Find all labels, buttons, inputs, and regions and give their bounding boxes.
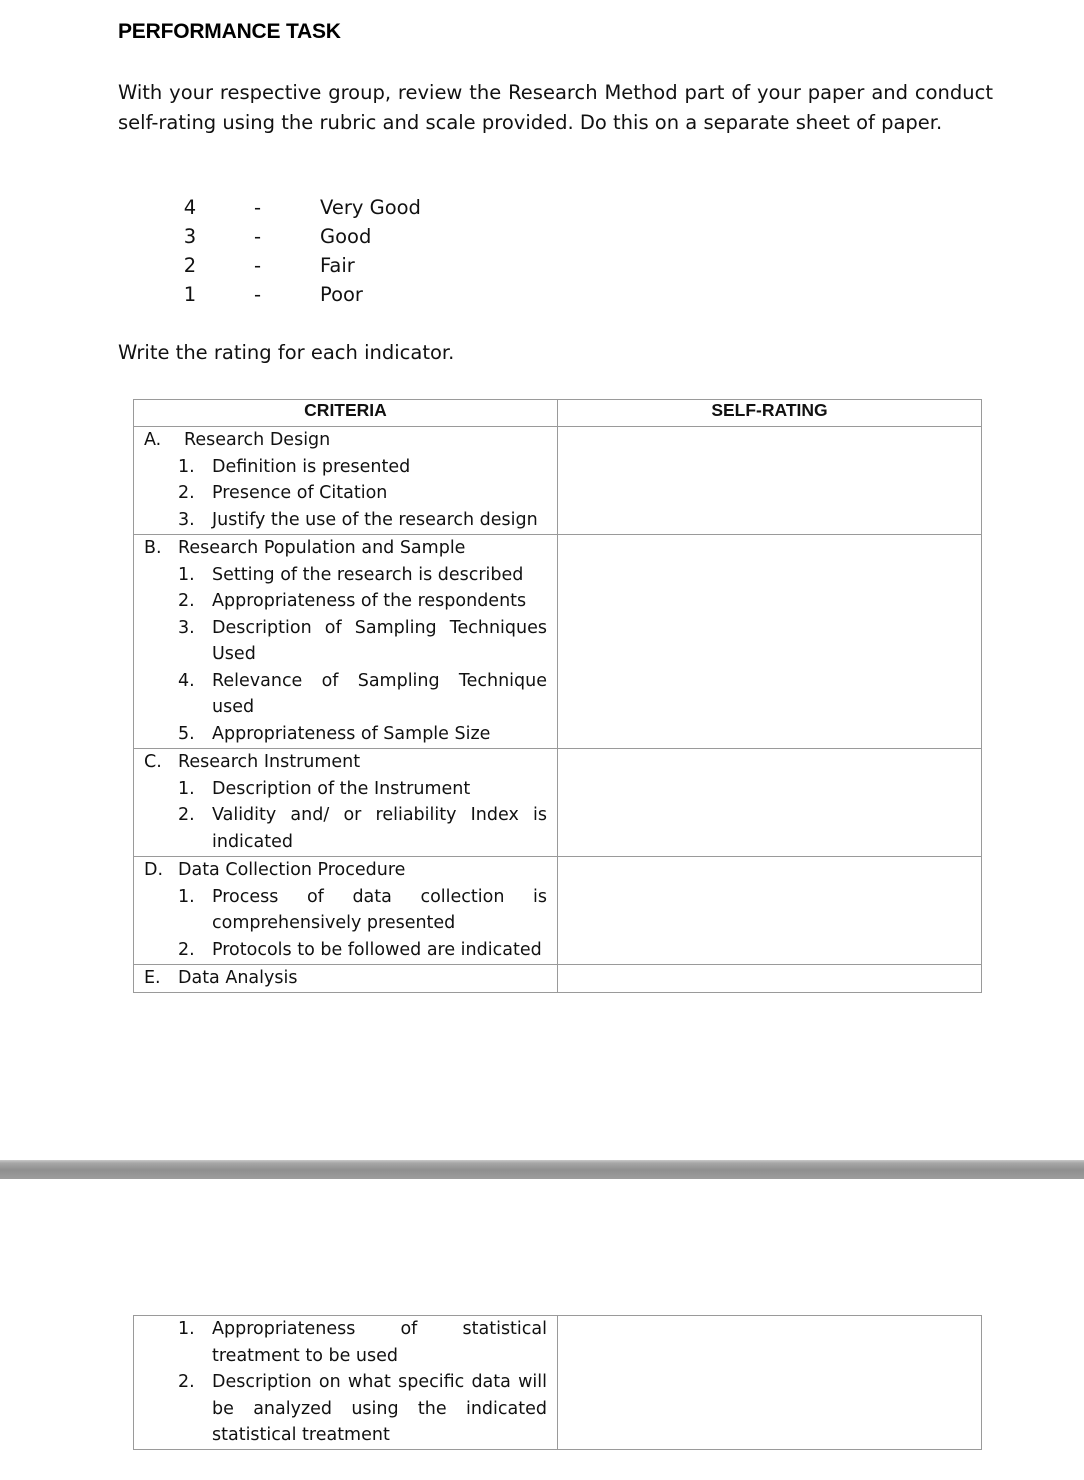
scale-row [170, 283, 490, 312]
list-item [144, 615, 547, 668]
section-letter: A. [144, 430, 162, 450]
item-number: 2. [178, 939, 195, 960]
criteria-cell [134, 427, 558, 535]
scale-label: Very Good [320, 196, 421, 219]
item-text: Description of the Instrument [212, 778, 471, 799]
list-item [144, 937, 547, 964]
list-item [144, 588, 547, 615]
section-letter: B. [144, 538, 162, 558]
section-title: Data Collection Procedure [178, 860, 406, 880]
self-rating-cell[interactable] [558, 857, 982, 965]
scale-label: Fair [320, 254, 355, 277]
item-number: 2. [178, 483, 195, 503]
item-number: 4. [178, 670, 195, 691]
table-row [134, 427, 982, 535]
scale-value: 1 [183, 283, 197, 306]
scale-dash: - [254, 283, 262, 306]
list-item [144, 776, 547, 803]
criteria-cell [134, 1316, 558, 1450]
item-number: 1. [178, 886, 195, 907]
item-text: Definition is presented [212, 456, 411, 477]
item-number: 1. [178, 456, 195, 477]
scale-label: Poor [320, 283, 363, 306]
list-item [144, 802, 547, 855]
table-row [134, 857, 982, 965]
section-title: Research Design [184, 430, 331, 450]
criteria-cell [134, 857, 558, 965]
rating-scale [170, 196, 490, 312]
table-row [134, 1316, 982, 1450]
list-item [144, 562, 547, 589]
item-text: Setting of the research is described [212, 564, 524, 585]
section-letter: E. [144, 968, 161, 988]
scale-row [170, 225, 490, 254]
item-number: 2. [178, 591, 195, 611]
list-item [144, 1369, 547, 1449]
section-letter: D. [144, 860, 164, 880]
self-rating-cell[interactable] [558, 749, 982, 857]
list-item [144, 1316, 547, 1369]
item-text: Justify the use of the research design [212, 509, 538, 530]
table-row [134, 535, 982, 749]
self-rating-cell[interactable] [558, 1316, 982, 1450]
item-text: Description of Sampling Techniques Used [212, 617, 547, 664]
list-item [144, 721, 547, 748]
section-title: Research Instrument [178, 752, 361, 772]
item-number: 1. [178, 564, 195, 585]
list-item [144, 507, 547, 534]
list-item [144, 480, 547, 507]
item-text: Protocols to be followed are indicated [212, 939, 542, 960]
scale-row [170, 254, 490, 283]
rubric-table [133, 399, 982, 993]
criteria-cell [134, 535, 558, 749]
table-row [134, 965, 982, 993]
item-number: 1. [178, 778, 195, 799]
item-text: Relevance of Sampling Technique used [212, 670, 547, 717]
page-break-divider [0, 1160, 1084, 1179]
criteria-cell [134, 749, 558, 857]
item-number: 1. [178, 1319, 195, 1339]
scale-dash: - [254, 225, 262, 248]
write-note: Write the rating for each indicator. [118, 341, 455, 364]
item-number: 3. [178, 617, 195, 638]
self-rating-cell[interactable] [558, 427, 982, 535]
item-text: Appropriateness of Sample Size [212, 723, 491, 744]
section-title: Research Population and Sample [178, 538, 466, 558]
table-row [134, 749, 982, 857]
table-header-row [134, 400, 982, 427]
item-text: Appropriateness of the respondents [212, 591, 527, 611]
scale-dash: - [254, 196, 262, 219]
item-text: Presence of Citation [212, 483, 388, 503]
item-text: Appropriateness of statistical treatment to be used [212, 1319, 547, 1366]
criteria-cell [134, 965, 558, 993]
self-rating-header: SELF-RATING [558, 400, 982, 427]
item-text: Validity and/ or reliability Index is indicated [212, 805, 547, 852]
list-item [144, 668, 547, 721]
instructions-paragraph: With your respective group, review the Research Method part of your paper and conduct self-rating using the rubric and scale provided. Do this on a separate sheet of paper. [118, 81, 993, 134]
page-title: PERFORMANCE TASK [118, 20, 341, 43]
section-title: Data Analysis [178, 968, 298, 988]
scale-dash: - [254, 254, 262, 277]
self-rating-cell[interactable] [558, 965, 982, 993]
scale-value: 3 [183, 225, 197, 248]
item-text: Description on what specific data will be analyzed using the indicated statistical treatment [212, 1372, 547, 1445]
scale-value: 4 [183, 196, 197, 219]
item-number: 3. [178, 509, 195, 530]
criteria-header: CRITERIA [134, 400, 558, 427]
item-number: 5. [178, 723, 195, 744]
list-item [144, 884, 547, 937]
scale-row [170, 196, 490, 225]
item-number: 2. [178, 805, 195, 825]
scale-label: Good [320, 225, 372, 248]
section-letter: C. [144, 752, 162, 772]
scale-value: 2 [183, 254, 197, 277]
item-text: Process of data collection is comprehensively presented [212, 886, 547, 933]
item-number: 2. [178, 1372, 195, 1392]
self-rating-cell[interactable] [558, 535, 982, 749]
rubric-table-continued [133, 1315, 982, 1450]
list-item [144, 454, 547, 481]
